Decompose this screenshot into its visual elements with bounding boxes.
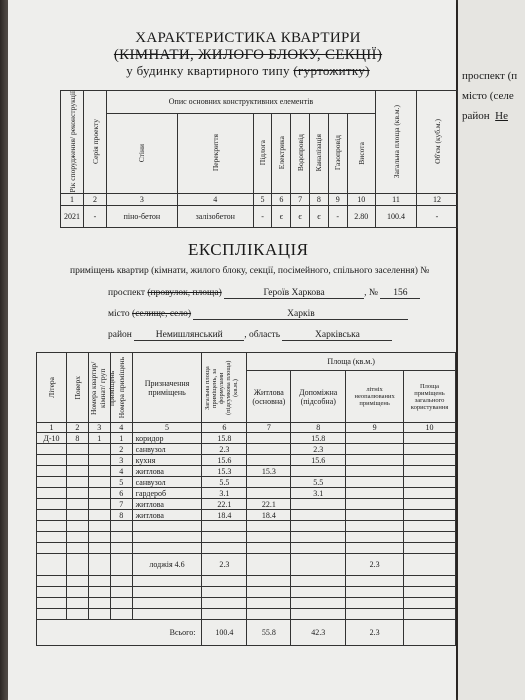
empty-cell [132,598,202,609]
empty-cell [291,576,346,587]
room-cell-aux [291,510,346,521]
char-col-header: Стіни [107,113,178,193]
rooms-col-number: 1 [37,423,67,433]
room-cell-total: 3.1 [202,488,247,499]
room-cell-floor [66,477,88,488]
room-cell-summer [346,477,404,488]
char-col-header: Висота [347,113,375,193]
empty-cell [66,576,88,587]
empty-cell [202,543,247,554]
empty-cell [88,598,110,609]
rooms-col-number: 7 [247,423,291,433]
room-cell-lit [37,455,67,466]
empty-cell [132,587,202,598]
total-summer: 2.3 [346,620,404,646]
empty-cell [346,609,404,620]
table-row [37,499,456,510]
char-col-number: 9 [328,193,347,205]
room-cell-floor [66,444,88,455]
char-col-number: 3 [107,193,178,205]
char-col-number: 7 [291,193,310,205]
room-cell-name: житлова [132,499,202,510]
rooms-table: Літера Поверх Номера квартир/ кімнат/ груп приміщень Номера приміщень Призначення приміщень Загальна площа приміщень, за формулами (підсумкова площа) (кв.м.) Площа (кв.м.) Житлова (основна) Допоміжна (підсобна) літніх неопалюваних приміщень Площа приміщень загального користування 1 2 3 4 5 6 7 8 9 10 Д-10 8 1 1 коридор 15.8 15.8 2 санвузол 2.3 2.3 3 кухня 15.6 15.6 4 житлова 15.3 15.3 5 санвузол 5.5 5.5 6 гардероб 3.1 3.1 7 житлова 22.1 22.1 8 житлова 18.4 18.4 лоджія 4.6 2.3 2.3 Всього: 100.4 55.8 42.3 2.3 [36,352,456,646]
empty-cell [291,532,346,543]
loggia-cell: 2.3 [346,554,404,576]
empty-cell [88,521,110,532]
room-cell-common [404,433,456,444]
room-cell-total: 15.3 [202,466,247,477]
char-value: - [328,205,347,227]
room-cell-lit [37,499,67,510]
rooms-col-number: 8 [291,423,346,433]
room-cell-apt [88,499,110,510]
room-cell-living [247,444,291,455]
street-value: Героїв Харкова [224,288,364,299]
room-cell-no: 6 [110,488,132,499]
room-cell-lit [37,444,67,455]
empty-cell [346,532,404,543]
room-cell-no: 2 [110,444,132,455]
rooms-col-number: 2 [66,423,88,433]
room-cell-apt [88,477,110,488]
room-cell-name: житлова [132,466,202,477]
construction-group-header: Опис основних конструктивних елементів [107,91,376,114]
empty-cell [37,521,67,532]
char-col-number: 2 [84,193,107,205]
room-cell-total: 2.3 [202,444,247,455]
characteristics-table: Рік спорудження/ реконструкції Серія проекту Опис основних конструктивних елементів Загальна площа (кв.м.) Об'єм (куб.м.) Стіни Перекриття Підлога Електрика Водопровід Каналізація Газопровід Висота 1 2 3 4 5 6 7 8 9 10 11 12 2021 - піно-бетон залізобетон - є є є - 2.80 100.4 - [60,90,458,228]
empty-cell [66,521,88,532]
room-cell-living [247,477,291,488]
room-cell-apt [88,510,110,521]
empty-cell [132,532,202,543]
room-cell-name: санвузол [132,444,202,455]
empty-cell [132,576,202,587]
char-value: залізобетон [177,205,253,227]
room-cell-living [247,455,291,466]
empty-cell [110,532,132,543]
address-city-line: місто (селище, село) Харків [108,309,408,320]
room-cell-living: 15.3 [247,466,291,477]
empty-cell [346,576,404,587]
empty-cell [202,609,247,620]
loggia-cell [37,554,67,576]
total-common [404,620,456,646]
empty-cell [88,609,110,620]
room-cell-summer [346,444,404,455]
room-cell-total: 18.4 [202,510,247,521]
empty-cell [404,543,456,554]
facing-line-1: проспект (п [462,70,518,82]
room-cell-floor [66,488,88,499]
house-number-value: 156 [380,288,420,299]
empty-cell [132,521,202,532]
room-cell-aux: 15.8 [291,433,346,444]
room-cell-aux: 5.5 [291,477,346,488]
room-cell-no: 8 [110,510,132,521]
empty-cell [110,576,132,587]
room-cell-apt: 1 [88,433,110,444]
empty-cell [88,587,110,598]
room-cell-name: санвузол [132,477,202,488]
char-col-number: 5 [253,193,272,205]
empty-cell [110,587,132,598]
empty-cell [346,521,404,532]
room-cell-no: 7 [110,499,132,510]
room-cell-name: житлова [132,510,202,521]
empty-cell [37,543,67,554]
char-value: 2.80 [347,205,375,227]
empty-cell [346,543,404,554]
empty-cell [202,576,247,587]
room-cell-common [404,466,456,477]
empty-cell [291,587,346,598]
explication-subtitle: приміщень квартир (кімнати, жилого блоку, секції, посімейного, спільного заселення) № [70,266,430,276]
rooms-col-number: 10 [404,423,456,433]
table-row [37,510,456,521]
empty-cell [247,576,291,587]
loggia-cell [247,554,291,576]
room-cell-living: 18.4 [247,510,291,521]
char-value: є [310,205,329,227]
room-cell-apt [88,488,110,499]
room-cell-aux: 2.3 [291,444,346,455]
title-line-1: ХАРАКТЕРИСТИКА КВАРТИРИ [135,30,361,46]
room-cell-common [404,488,456,499]
empty-cell [346,587,404,598]
room-cell-common [404,444,456,455]
rooms-col-number: 9 [346,423,404,433]
rooms-col-number: 6 [202,423,247,433]
empty-cell [291,598,346,609]
room-cell-summer [346,466,404,477]
room-cell-lit [37,510,67,521]
char-col-number: 1 [61,193,84,205]
empty-cell [404,532,456,543]
loggia-cell [66,554,88,576]
room-cell-summer [346,510,404,521]
empty-cell [247,532,291,543]
empty-cell [110,543,132,554]
empty-cell [37,609,67,620]
room-cell-common [404,455,456,466]
empty-cell [202,587,247,598]
empty-cell [66,532,88,543]
room-cell-no: 4 [110,466,132,477]
book-spine [0,0,8,700]
empty-cell [37,587,67,598]
room-cell-total: 22.1 [202,499,247,510]
empty-cell [110,609,132,620]
loggia-cell [291,554,346,576]
rooms-col-number: 3 [88,423,110,433]
facing-line-2: місто (селе [462,90,514,102]
room-cell-aux: 15.6 [291,455,346,466]
address-district-line: район Немишлянський , область Харківська [108,330,392,341]
empty-cell [132,543,202,554]
empty-cell [404,598,456,609]
empty-cell [88,532,110,543]
empty-cell [247,587,291,598]
char-col-number: 12 [417,193,458,205]
char-col-number: 8 [310,193,329,205]
empty-cell [404,576,456,587]
room-cell-floor [66,455,88,466]
room-cell-summer [346,488,404,499]
loggia-cell: 2.3 [202,554,247,576]
room-cell-living [247,433,291,444]
empty-cell [346,598,404,609]
room-cell-lit [37,477,67,488]
room-cell-lit [37,466,67,477]
char-col-header: Газопровід [328,113,347,193]
empty-cell [291,521,346,532]
room-cell-total: 5.5 [202,477,247,488]
empty-cell [202,521,247,532]
empty-cell [110,521,132,532]
room-cell-summer [346,433,404,444]
char-value: є [272,205,291,227]
district-value: Немишлянський [134,330,244,341]
empty-cell [66,587,88,598]
room-cell-aux [291,499,346,510]
char-col-number: 6 [272,193,291,205]
facing-page [458,0,525,700]
empty-cell [247,521,291,532]
table-row [37,455,456,466]
room-cell-common [404,499,456,510]
room-cell-living [247,488,291,499]
room-cell-apt [88,455,110,466]
document-page [8,0,456,700]
room-cell-apt [88,444,110,455]
room-cell-living: 22.1 [247,499,291,510]
room-cell-apt [88,466,110,477]
table-row [37,488,456,499]
empty-cell [247,598,291,609]
empty-cell [88,543,110,554]
char-value: - [84,205,107,227]
empty-cell [202,598,247,609]
char-col-header: Підлога [253,113,272,193]
char-value: 100.4 [376,205,417,227]
room-cell-common [404,510,456,521]
empty-cell [247,543,291,554]
room-cell-aux [291,466,346,477]
loggia-cell [404,554,456,576]
room-cell-floor [66,499,88,510]
empty-cell [37,576,67,587]
empty-cell [291,543,346,554]
char-col-number: 4 [177,193,253,205]
empty-cell [110,598,132,609]
empty-cell [66,598,88,609]
room-cell-floor [66,466,88,477]
total-aux: 42.3 [291,620,346,646]
title-line-2: (КІМНАТИ, ЖИЛОГО БЛОКУ, СЕКЦІЇ) [113,47,383,63]
region-value: Харківська [282,330,392,341]
empty-cell [247,609,291,620]
empty-cell [202,532,247,543]
facing-line-3: район Не [462,110,508,122]
empty-cell [66,543,88,554]
char-value: - [253,205,272,227]
area-group-header: Площа (кв.м.) [247,353,456,371]
empty-cell [404,609,456,620]
room-cell-summer [346,499,404,510]
room-cell-name: кухня [132,455,202,466]
explication-title: ЕКСПЛІКАЦІЯ [188,240,309,259]
room-cell-common [404,477,456,488]
loggia-cell [88,554,110,576]
loggia-cell: лоджія 4.6 [132,554,202,576]
empty-cell [37,598,67,609]
address-street-line: проспект (провулок, площа) Героїв Харкова , № 156 [108,288,420,299]
room-cell-no: 1 [110,433,132,444]
rooms-col-number: 4 [110,423,132,433]
char-col-header: Водопровід [291,113,310,193]
room-cell-no: 3 [110,455,132,466]
room-cell-floor [66,510,88,521]
empty-cell [291,609,346,620]
total-total: 100.4 [202,620,247,646]
table-row [37,433,456,444]
title-line-3: у будинку квартирного типу (гуртожитку) [126,63,370,78]
room-cell-lit [37,488,67,499]
char-col-header: Електрика [272,113,291,193]
room-cell-no: 5 [110,477,132,488]
empty-cell [404,587,456,598]
char-col-number: 10 [347,193,375,205]
rooms-col-number: 5 [132,423,202,433]
empty-cell [404,521,456,532]
room-cell-name: гардероб [132,488,202,499]
empty-cell [66,609,88,620]
empty-cell [37,532,67,543]
char-col-header: Каналізація [310,113,329,193]
char-value: - [417,205,458,227]
table-row [37,444,456,455]
empty-cell [132,609,202,620]
room-cell-total: 15.8 [202,433,247,444]
room-cell-floor: 8 [66,433,88,444]
loggia-cell [110,554,132,576]
city-value: Харків [193,309,408,320]
table-row [37,477,456,488]
room-cell-name: коридор [132,433,202,444]
room-cell-lit: Д-10 [37,433,67,444]
char-col-number: 11 [376,193,417,205]
total-living: 55.8 [247,620,291,646]
char-value: є [291,205,310,227]
char-value: 2021 [61,205,84,227]
total-label: Всього: [37,620,202,646]
char-col-header: Перекриття [177,113,253,193]
room-cell-summer [346,455,404,466]
room-cell-aux: 3.1 [291,488,346,499]
empty-cell [88,576,110,587]
char-value: піно-бетон [107,205,178,227]
room-cell-total: 15.6 [202,455,247,466]
table-row [37,466,456,477]
